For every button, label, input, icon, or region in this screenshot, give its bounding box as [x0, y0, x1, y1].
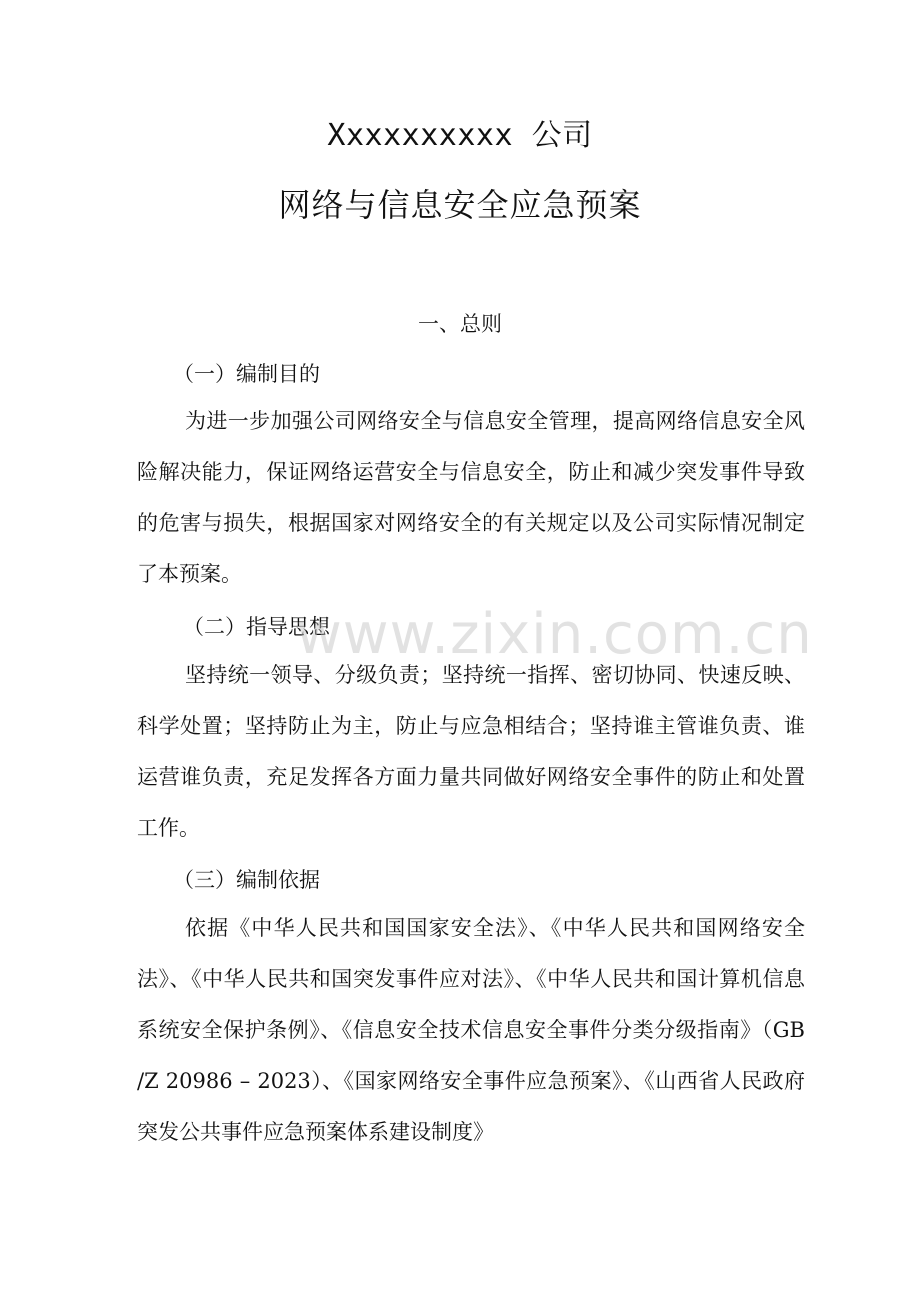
section-heading-general: 一、总则 [418, 312, 502, 336]
watermark-text: www.zixin.com.cn [296, 602, 813, 667]
subheading-guiding-ideology: （二）指导思想 [183, 615, 330, 639]
paragraph-purpose: 为进一步加强公司网络安全与信息安全管理，提高网络信息安全风险解决能力，保证网络运营安全与信息安全，防止和减少突发事件导致的危害与损失，根据国家对网络安全的有关规定以及公司实际情况制定了本预案。 [137, 409, 805, 586]
plan-title: 网络与信息安全应急预案 [278, 186, 642, 224]
subheading-basis: （三）编制依据 [173, 868, 320, 892]
paragraph-basis: 依据《中华人民共和国国家安全法》、《中华人民共和国网络安全法》、《中华人民共和国突发事件应对法》、《中华人民共和国计算机信息系统安全保护条例》、《信息安全技术信息安全事件分类分级指南》（GB /Z 20986 – 2023）、《国家网络安全事件应急预案》、《山西省人民政府突发公共事件应急预案体系建设制度》 [137, 916, 805, 1144]
company-title: Xxxxxxxxxx 公司 [327, 118, 593, 153]
paragraph-guiding-ideology: 坚持统一领导、分级负责；坚持统一指挥、密切协同、快速反映、科学处置；坚持防止为主，防止与应急相结合；坚持谁主管谁负责、谁运营谁负责，充足发挥各方面力量共同做好网络安全事件的防止和处置工作。 [137, 663, 805, 840]
subheading-purpose: （一）编制目的 [173, 362, 320, 386]
